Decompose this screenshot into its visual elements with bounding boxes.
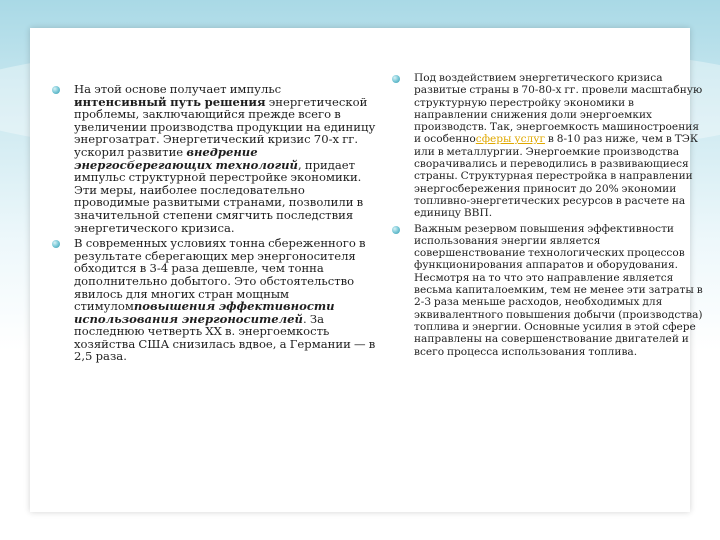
bullet-text-segment: На этой основе получает импульс [74, 82, 282, 96]
bullet-dot-icon [392, 75, 400, 83]
slide-panel [30, 28, 703, 512]
bullet-text-segment: внедрение энергосберегающих технологий [74, 144, 298, 172]
bullet-text-segment: повышения эффективности использования энергоносителей [74, 299, 335, 326]
bullet-text-segment: интенсивный путь решения [74, 94, 266, 109]
bullet-paragraph [398, 72, 704, 220]
bullet-text-segment: В современных условиях тонна сбереженного в результате сберегающих мер энергоносителя обходится в 3-4 раза дешевле, чем тонна дополнительно добытого. Это обстоятельство явилось для многих стран мощным стимулом [74, 236, 366, 314]
bullet-dot-icon [392, 226, 400, 234]
bullet-paragraph [398, 223, 704, 358]
bullet-text-segment: , придает импульс структурной перестройке экономики. Эти меры, наиболее последовательно проводимые развитыми странами, позволили в значительной степени смягчить последствия энергетического кризиса. [74, 157, 364, 235]
bullet-text-segment: в 8-10 раз ниже, чем в ТЭК или в металлургии. Энергоемкие производства сворачивались и переводились в развивающиеся страны. Структурная перестройка в направлении энергосбережения приносит до 20% экономии топливно-энергетических ресурсов в расчете на единицу ВВП. [414, 133, 699, 220]
bullet-text-segment: . За последнюю четверть XX в. энергоемкость хозяйства США снизилась вдвое, а Германии — в 2,5 раза. [74, 311, 376, 364]
right-text-column [398, 72, 704, 358]
left-text-column [58, 83, 376, 363]
bullet-text-segment[interactable]: сферы услуг [475, 133, 546, 146]
bullet-text-segment: энергетической проблемы, заключающийся прежде всего в увеличении производства продукции на единицу энергозатрат. Энергетический кризис 70-х гг. ускорил развитие [74, 94, 376, 159]
bullet-text-segment: Под воздействием энергетического кризиса развитые страны в 70-80-х гг. провели масштабную структурную перестройку экономики в направлении снижения доли энергоемких производств. Так, энергоемкость машиностроения и особенно [414, 72, 703, 146]
bullet-dot-icon [52, 86, 60, 94]
bullet-paragraph [58, 237, 376, 363]
bullet-text-segment: Важным резервом повышения эффективности использования энергии является совершенствование технологических процессов функционирования аппаратов и оборудования. Несмотря на то что это направление является весьма капиталоемким, тем не менее эти затраты в 2-3 раза меньше расходов, необходимых для эквивалентного повышения добычи (производства) топлива и энергии. Основные усилия в этой сфере направлены на совершенствование двигателей и всего процесса использования топлива. [414, 222, 703, 358]
bullet-paragraph [58, 83, 376, 234]
bullet-dot-icon [52, 240, 60, 248]
